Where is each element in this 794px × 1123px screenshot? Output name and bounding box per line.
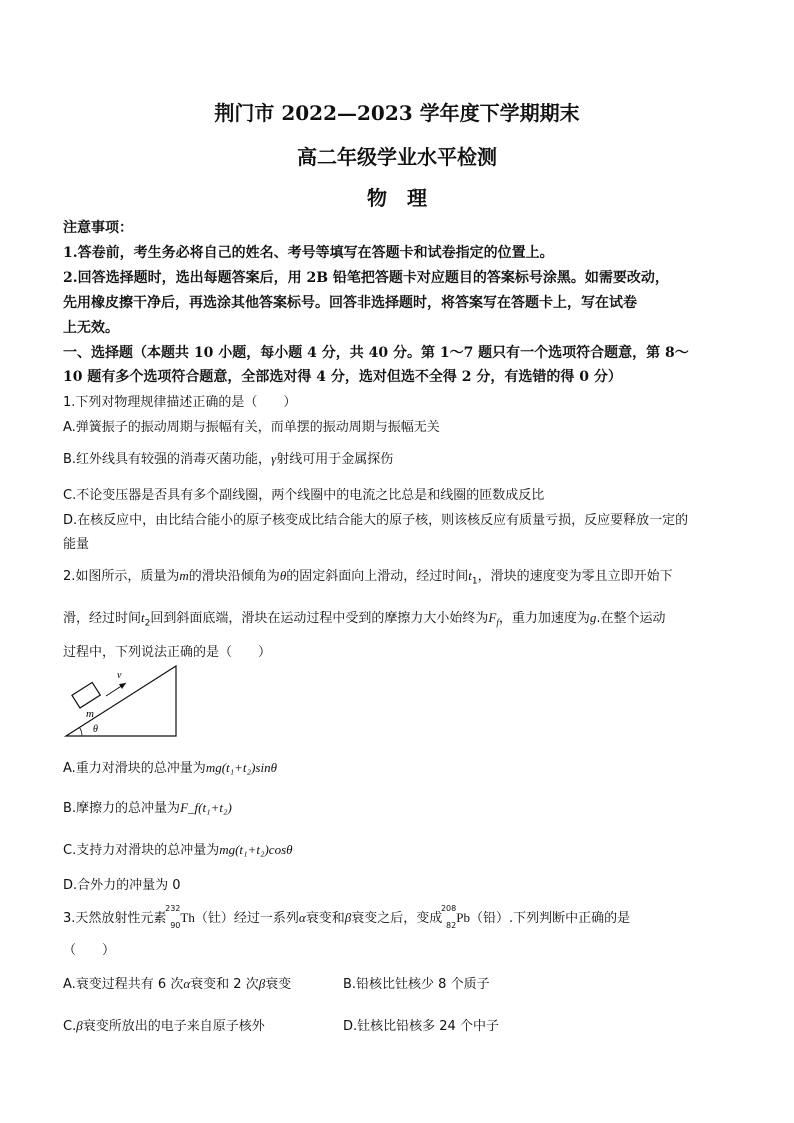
q1-option-c: C.不论变压器是否具有多个副线圈，两个线圈中的电流之比总是和线圈的匝数成反比: [63, 488, 545, 503]
q2-option-c: C.支持力对滑块的总冲量为mg(t₁+t₂)cosθ: [63, 842, 293, 858]
angle-arc: [80, 728, 83, 737]
block-mass-label: m: [86, 708, 94, 720]
q3-option-c: C.β衰变所放出的电子来自原子核外: [63, 1018, 265, 1034]
notice-item-2-line-1: 2.回答选择题时，选出每题答案后，用 2B 铅笔把答题卡对应题目的答案标号涂黑。如需要改动，: [63, 270, 669, 286]
q3-option-b: B.铅核比钍核少 8 个质子: [343, 977, 490, 992]
q3-option-d: D.钍核比铅核多 24 个中子: [343, 1019, 499, 1034]
q1-option-a: A.弹簧振子的振动周期与振幅有关，而单摆的振动周期与振幅无关: [63, 420, 440, 435]
q2-option-b: B.摩擦力的总冲量为F_f(t₁+t₂): [63, 800, 232, 816]
exam-title: 荆门市 2022—2023 学年度下学期期末: [214, 101, 580, 125]
incline-diagram: [64, 664, 184, 738]
q3-stem-line-2: （ ）: [63, 943, 116, 958]
subject-title: 物 理: [367, 186, 427, 210]
section-heading-line-1: 一、选择题（本题共 10 小题，每小题 4 分，共 40 分。第 1～7 题只有一个选项符合题意，第 8～: [63, 345, 689, 361]
q2-option-a: A.重力对滑块的总冲量为mg(t₁+t₂)sinθ: [63, 760, 277, 776]
q3-stem-line-1: 3.天然放射性元素 232 90 Th（钍）经过一系列α衰变和β衰变之后，变成 208 82 Pb（铅）.下列判断中正确的是: [63, 904, 631, 930]
notice-item-2-line-2: 先用橡皮擦干净后，再选涂其他答案标号。回答非选择题时，将答案写在答题卡上，写在试卷: [63, 295, 637, 311]
angle-label: θ: [93, 724, 98, 735]
q3-option-a: A.衰变过程共有 6 次α衰变和 2 次β衰变: [63, 976, 292, 992]
q1-option-d-line-1: D.在核反应中，由比结合能小的原子核变成比结合能大的原子核，则该核反应有质量亏损，反应要释放一定的: [63, 513, 689, 528]
velocity-arrowhead: [119, 683, 126, 689]
q1-option-d-line-2: 能量: [63, 537, 90, 552]
notice-item-1: 1.答卷前，考生务必将自己的姓名、考号等填写在答题卡和试卷指定的位置上。: [63, 245, 554, 261]
lead-nuclide: 208 82: [440, 904, 457, 930]
exam-subtitle: 高二年级学业水平检测: [297, 145, 497, 169]
section-heading-line-2: 10 题有多个选项符合题意，全部选对得 4 分，选对但选不全得 2 分，有选错的得 0 分）: [63, 369, 622, 385]
thorium-nuclide: 232 90: [165, 904, 181, 930]
q2-option-d: D.合外力的冲量为 0: [63, 878, 181, 893]
q2-stem-line-2: 滑，经过时间$t_2$回到斜面底端，滑块在运动过程中受到的摩擦力大小始终为$F_f$，重力加速度为g.在整个运动: [63, 610, 666, 629]
block: [72, 682, 100, 708]
q2-stem-line-1: 2.如图所示，质量为m的滑块沿倾角为θ的固定斜面向上滑动，经过时间$t_1$，滑块的速度变为零且立即开始下: [63, 568, 673, 587]
notice-item-2-line-3: 上无效。: [63, 320, 119, 336]
notice-heading: 注意事项：: [63, 220, 133, 236]
q2-stem-line-3: 过程中，下列说法正确的是（ ）: [63, 645, 272, 660]
q1-option-b: B.红外线具有较强的消毒灭菌功能，γ射线可用于金属探伤: [63, 451, 394, 467]
velocity-label: v: [117, 670, 122, 681]
q1-stem: 1.下列对物理规律描述正确的是（ ）: [63, 395, 297, 410]
